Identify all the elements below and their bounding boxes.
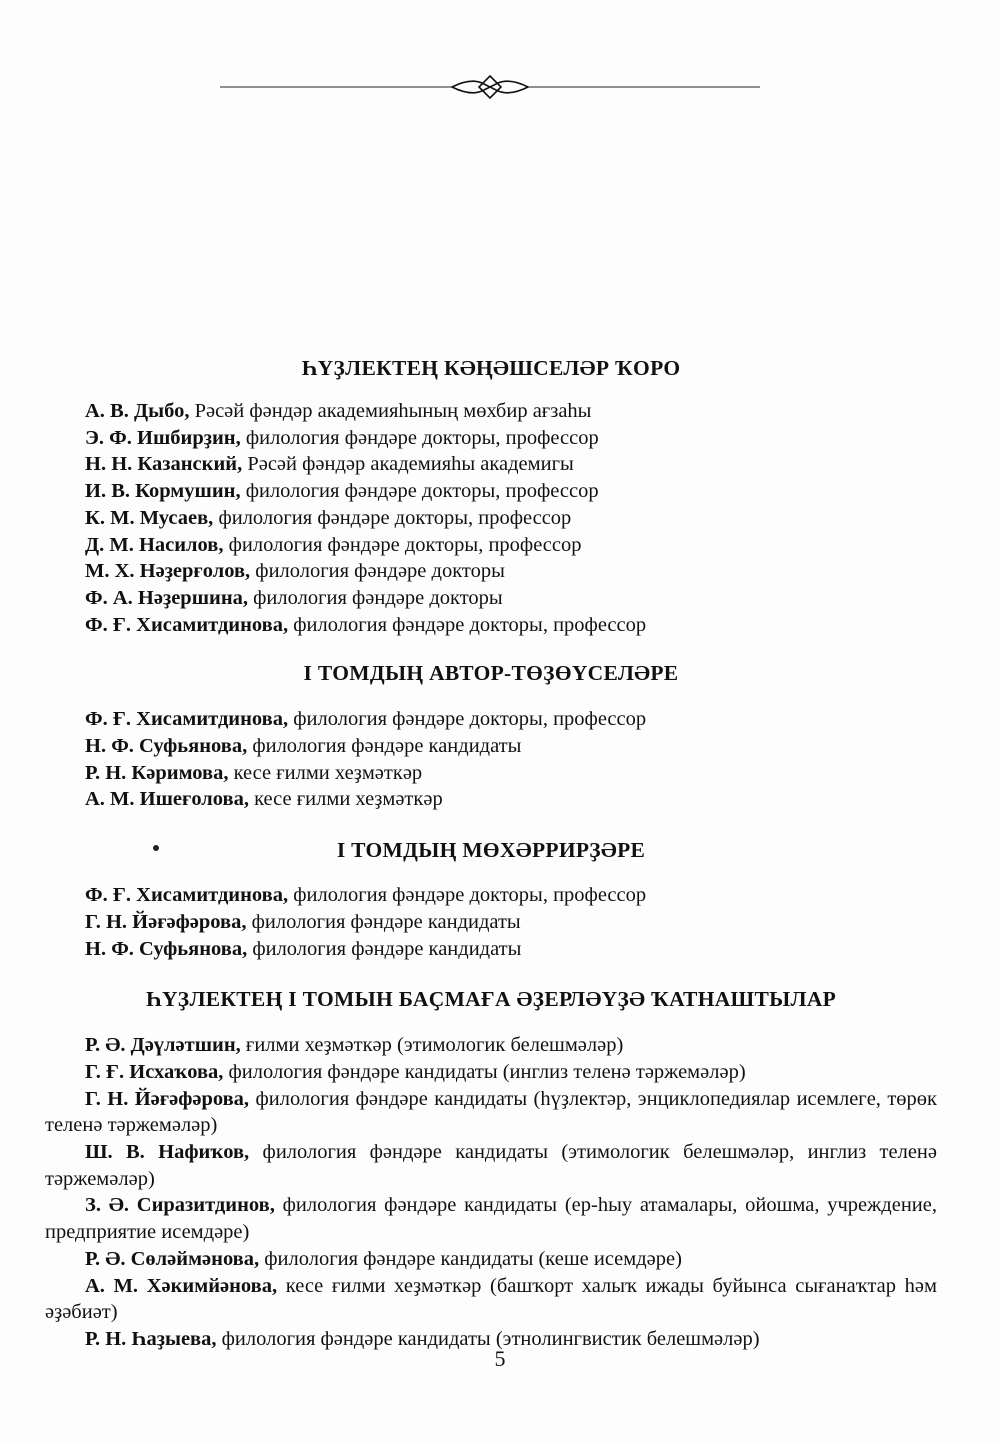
- person-name: Н. Ф. Суфьянова,: [85, 735, 248, 758]
- person-name: Н. Н. Казанский,: [85, 453, 243, 476]
- person-name: А. М. Хәкимйәнова,: [85, 1274, 278, 1297]
- person-description: филология фәндәре кандидаты (этимологик белешмәләр, инглиз теленә тәржемәләр): [45, 1141, 938, 1190]
- person-name: К. М. Мусаев,: [85, 506, 214, 529]
- list-item: [45, 909, 937, 936]
- list-item: [45, 1139, 937, 1192]
- person-name: Г. Н. Йәғәфәрова,: [85, 910, 247, 933]
- person-name: Ф. Ғ. Хисамитдинова,: [85, 884, 289, 907]
- section-contributors: [45, 984, 937, 1352]
- person-description: филология фәндәре докторы, профессор: [240, 426, 599, 449]
- person-description: филология фәндәре кандидаты: [246, 910, 521, 933]
- section-editors: [45, 835, 937, 962]
- section-authors: [45, 658, 937, 813]
- section-title-authors: I ТОМДЫҢ АВТОР-ТӨҘӨҮСЕЛӘРЕ: [303, 661, 679, 686]
- header-ornament: [220, 72, 760, 102]
- section-title-council: ҺҮҘЛЕКТЕҢ КӘҢӘШСЕЛӘР ҠОРО: [301, 356, 681, 380]
- list-item: [45, 733, 937, 760]
- list-item: [45, 612, 937, 639]
- person-name: Р. Н. Һаҙыева,: [85, 1327, 217, 1350]
- person-description: филология фәндәре докторы: [250, 560, 505, 583]
- list-item: [45, 1059, 937, 1086]
- person-name: Ш. В. Нафиҡов,: [85, 1141, 250, 1164]
- list-item: [45, 706, 937, 733]
- list-item: [45, 398, 937, 425]
- person-description: филология фәндәре докторы, профессор: [213, 506, 572, 529]
- person-description: филология фәндәре кандидаты: [247, 937, 522, 960]
- person-description: филология фәндәре кандидаты (инглиз теленә тәржемәләр): [223, 1060, 746, 1083]
- list-item: [45, 585, 937, 612]
- person-name: А. В. Дыбо,: [85, 400, 190, 422]
- person-name: А. М. Ишеғолова,: [85, 788, 249, 811]
- list-item: [45, 478, 937, 505]
- person-name: З. Ә. Сиразитдинов,: [85, 1194, 275, 1217]
- list-item: [45, 505, 937, 532]
- person-name: Н. Ф. Суфьянова,: [85, 937, 248, 960]
- person-description: филология фәндәре кандидаты (кеше исемдәре): [259, 1247, 682, 1270]
- person-name: Ф. Ғ. Хисамитдинова,: [85, 613, 289, 636]
- section-title-contributors: ҺҮҘЛЕКТЕҢ I ТОМЫН БАҪМАҒА ӘҘЕРЛӘҮҘӘ ҠАТНАШТЫЛАР: [145, 987, 837, 1012]
- person-name: Р. Ә. Сөләймәнова,: [85, 1247, 260, 1270]
- person-description: Рәсәй фәндәр академияһы академигы: [242, 453, 574, 476]
- person-name: Р. Ә. Дәүләтшин,: [85, 1034, 241, 1057]
- person-description: филология фәндәре докторы, профессор: [288, 884, 647, 907]
- person-name: М. Х. Нәҙерғолов,: [85, 560, 251, 583]
- section-title-editors: I ТОМДЫҢ МӨХӘРРИРҘӘРЕ: [336, 838, 646, 863]
- person-description: Рәсәй фәндәр академияһының мөхбир ағзаһы: [189, 400, 592, 422]
- list-item: [45, 1273, 937, 1326]
- list-item: [45, 1192, 937, 1245]
- list-item: [45, 1032, 937, 1059]
- list-item: [45, 1086, 937, 1139]
- council-list: [45, 398, 937, 638]
- list-item: [45, 936, 937, 963]
- person-name: Ф. Ғ. Хисамитдинова,: [85, 708, 289, 731]
- person-name: Ф. А. Нәҙершина,: [85, 586, 248, 609]
- list-item: [45, 882, 937, 909]
- authors-list: [45, 706, 937, 813]
- content: [45, 345, 937, 1353]
- list-item: [45, 451, 937, 478]
- person-name: Р. Н. Кәримова,: [85, 761, 229, 784]
- editors-list: [45, 882, 937, 962]
- list-item: [45, 532, 937, 559]
- person-description: филология фәндәре докторы, профессор: [288, 708, 647, 731]
- person-name: И. В. Кормушин,: [85, 480, 241, 503]
- person-description: кесе ғилми хеҙмәткәр: [228, 761, 423, 784]
- page-number: 5: [494, 1346, 506, 1371]
- person-description: кесе ғилми хеҙмәткәр: [248, 788, 443, 811]
- list-item: [45, 425, 937, 452]
- person-description: филология фәндәре кандидаты (һүҙлектәр, энциклопедиялар исемлегe, төрөк теленә тәржемәләр): [45, 1087, 937, 1137]
- person-name: Э. Ф. Ишбирҙин,: [85, 426, 241, 449]
- person-description: ғилми хеҙмәткәр (этимологик белешмәләр): [240, 1034, 624, 1057]
- person-name: Г. Н. Йәғәфәрова,: [85, 1087, 250, 1110]
- person-description: филология фәндәре кандидаты (ер-һыу атамалары, ойошма, учреждение, предприятие исемдәре): [45, 1194, 938, 1244]
- person-description: филология фәндәре докторы, профессор: [223, 533, 582, 556]
- section-council: [45, 353, 937, 638]
- list-item: [45, 760, 937, 787]
- person-description: филология фәндәре докторы: [248, 586, 503, 609]
- list-item: [45, 558, 937, 585]
- person-name: Г. Ғ. Исхаҡова,: [85, 1060, 224, 1083]
- contributors-list: [45, 1032, 937, 1352]
- list-item: [45, 786, 937, 813]
- list-item: [45, 1246, 937, 1273]
- person-name: Д. М. Насилов,: [85, 533, 224, 556]
- person-description: филология фәндәре докторы, профессор: [288, 613, 647, 636]
- person-description: кесе ғилми хеҙмәткәр (башҡорт халыҡ ижады буйынса сығанаҡтар һәм әҙәбиәт): [45, 1274, 937, 1324]
- person-description: филология фәндәре докторы, профессор: [240, 480, 599, 503]
- person-description: филология фәндәре кандидаты (этнолингвистик белешмәләр): [216, 1327, 760, 1350]
- person-description: филология фәндәре кандидаты: [247, 735, 522, 758]
